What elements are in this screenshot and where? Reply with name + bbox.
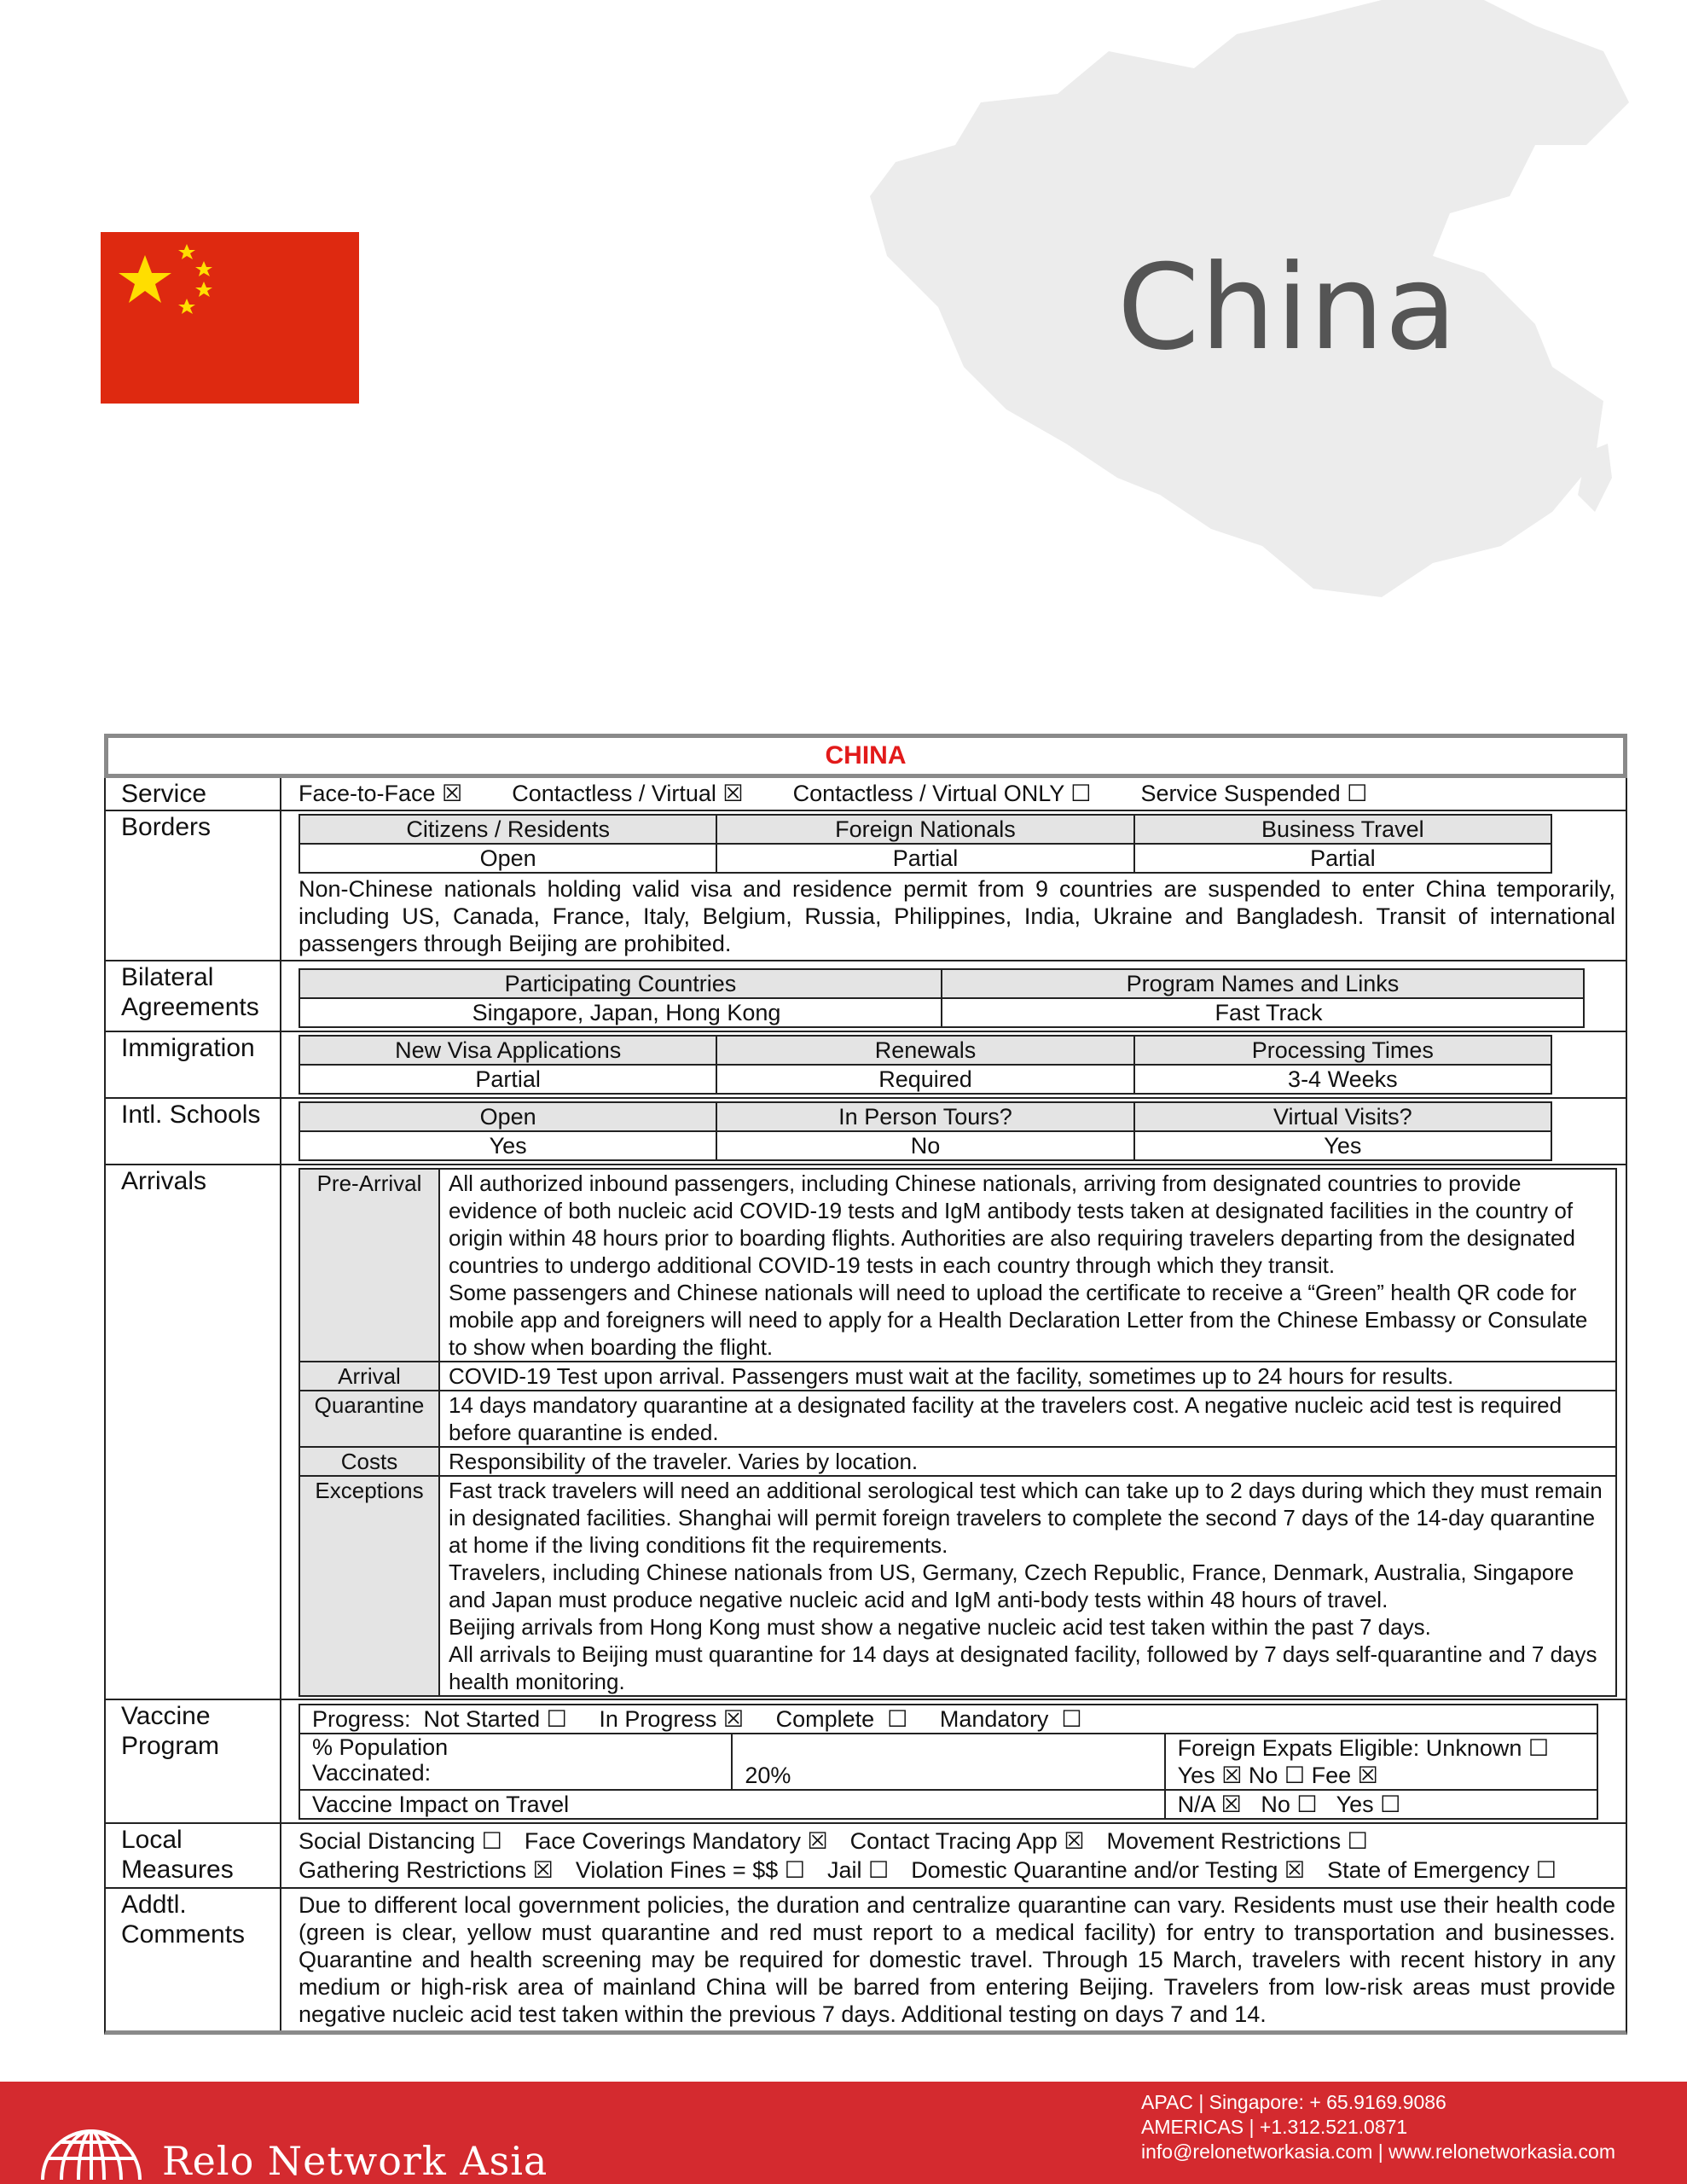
- borders-row: [104, 811, 1627, 961]
- contact-block: [1141, 2090, 1615, 2164]
- arrivals-subrow: [299, 1476, 1616, 1696]
- grid-header: Citizens / Residents: [299, 815, 716, 844]
- borders-grid: [299, 814, 1552, 874]
- service-item: Contactless / Virtual ☒: [512, 781, 744, 806]
- borders-label: Borders: [106, 811, 281, 960]
- arrivals-text: Fast track travelers will need an additional serological test which can take up to 2 days during which they must remain in designated facilities. Shanghai will permit foreign travelers to complete the second 7 days of the 14-day quarantine at home if the living conditions fit the requirements. Travelers, including Chinese nationals from US, Germany, Czech Republic, France, Denmark, Australia, Singapore and Japan must produce negative nucleic acid and IgM anti-body tests within 48 hours of travel. Beijing arrivals from Hong Kong must show a negative nucleic acid test taken within the past 7 days. All arrivals to Beijing must quarantine for 14 days at designated facility, followed by 7 days self-quarantine and 7 days health monitoring.: [439, 1476, 1616, 1696]
- grid-header: Business Travel: [1134, 815, 1551, 844]
- arrivals-grid: [299, 1168, 1617, 1697]
- arrivals-key: Pre-Arrival: [299, 1169, 439, 1362]
- arrivals-key: Quarantine: [299, 1391, 439, 1447]
- arrivals-subrow: [299, 1362, 1616, 1391]
- vaccine-label: Vaccine Program: [106, 1700, 281, 1822]
- vaccine-row: [104, 1700, 1627, 1824]
- measure-item: Jail ☐: [826, 1857, 890, 1884]
- grid-cell: No: [716, 1131, 1133, 1160]
- service-label: Service: [106, 778, 281, 810]
- measure-item: Gathering Restrictions ☒: [299, 1857, 554, 1884]
- country-heading: CHINA: [104, 734, 1627, 778]
- page-title: China: [1117, 239, 1458, 376]
- arrivals-text: Responsibility of the traveler. Varies by location.: [439, 1447, 1616, 1476]
- schools-grid: [299, 1101, 1552, 1161]
- arrivals-key: Costs: [299, 1447, 439, 1476]
- service-item: Face-to-Face ☒: [299, 781, 463, 806]
- bilateral-row: [104, 961, 1627, 1032]
- brand-name: Relo Network Asia: [162, 2138, 548, 2184]
- grid-header: Virtual Visits?: [1134, 1102, 1551, 1131]
- service-item: Service Suspended ☐: [1140, 781, 1368, 806]
- contact-web[interactable]: info@relonetworkasia.com | www.relonetworkasia.com: [1141, 2140, 1615, 2163]
- measure-item: State of Emergency ☐: [1327, 1857, 1557, 1884]
- grid-header: Foreign Nationals: [716, 815, 1133, 844]
- contact-apac: APAC | Singapore: + 65.9169.9086: [1141, 2091, 1446, 2113]
- immigration-label: Immigration: [106, 1032, 281, 1097]
- arrivals-subrow: [299, 1169, 1616, 1362]
- grid-cell: Partial: [716, 844, 1133, 873]
- population-value: 20%: [732, 1734, 1164, 1790]
- grid-cell: Yes: [1134, 1131, 1551, 1160]
- population-label: % Population Vaccinated:: [299, 1734, 732, 1790]
- arrivals-text: COVID-19 Test upon arrival. Passengers must wait at the facility, sometimes up to 24 hours for results.: [439, 1362, 1616, 1391]
- arrivals-subrow: [299, 1391, 1616, 1447]
- measure-item: Violation Fines = $$ ☐: [575, 1857, 805, 1884]
- grid-cell: Yes: [299, 1131, 716, 1160]
- measure-item: Face Coverings Mandatory ☒: [524, 1828, 828, 1855]
- grid-header: Renewals: [716, 1036, 1133, 1065]
- grid-cell: 3-4 Weeks: [1134, 1065, 1551, 1094]
- measure-item: Domestic Quarantine and/or Testing ☒: [911, 1857, 1306, 1884]
- grid-header: Participating Countries: [299, 969, 942, 998]
- measure-item: Movement Restrictions ☐: [1106, 1828, 1368, 1855]
- arrivals-text: 14 days mandatory quarantine at a designated facility at the travelers cost. A negative nucleic acid test is required before quarantine is ended.: [439, 1391, 1616, 1447]
- arrivals-key: Arrival: [299, 1362, 439, 1391]
- arrivals-text: All authorized inbound passengers, including Chinese nationals, arriving from designated countries to provide evidence of both nucleic acid COVID-19 tests and IgM antibody tests taken at designated facilities in the country of origin within 48 hours prior to boarding flights. Authorities are also requiring travelers departing from the designated countries to undergo additional COVID-19 tests in each country through which they transit. Some passengers and Chinese nationals will need to upload the certificate to receive a “Green” health QR code for mobile app and foreigners will need to apply for a Health Declaration Letter from the Chinese Embassy or Consulate to show when boarding the flight.: [439, 1169, 1616, 1362]
- comments-label: Addtl. Comments: [106, 1889, 281, 2030]
- service-row: [104, 778, 1627, 811]
- arrivals-subrow: [299, 1447, 1616, 1476]
- measure-item: Contact Tracing App ☒: [849, 1828, 1085, 1855]
- arrivals-label: Arrivals: [106, 1165, 281, 1699]
- vaccine-grid: [299, 1704, 1598, 1820]
- immigration-row: [104, 1032, 1627, 1099]
- grid-cell: Required: [716, 1065, 1133, 1094]
- schools-row: [104, 1099, 1627, 1165]
- grid-cell: Partial: [1134, 844, 1551, 873]
- borders-note: Non-Chinese nationals holding valid visa and residence permit from 9 countries are suspended to enter China temporarily, including US, Canada, France, Italy, Belgium, Russia, Philippines, India, Ukraine and Bangladesh. Transit of international passengers through Beijing are prohibited.: [299, 876, 1615, 957]
- grid-header: Program Names and Links: [942, 969, 1584, 998]
- bilateral-grid: [299, 968, 1585, 1028]
- globe-logo-icon: [36, 2094, 147, 2184]
- schools-label: Intl. Schools: [106, 1099, 281, 1164]
- service-item: Contactless / Virtual ONLY ☐: [792, 781, 1092, 806]
- expats-eligible: Foreign Expats Eligible: Unknown ☐ Yes ☒ No ☐ Fee ☒: [1165, 1734, 1597, 1790]
- grid-cell: Partial: [299, 1065, 716, 1094]
- local-measures-label: Local Measures: [106, 1824, 281, 1887]
- arrivals-key: Exceptions: [299, 1476, 439, 1696]
- grid-header: In Person Tours?: [716, 1102, 1133, 1131]
- china-flag-icon: [101, 232, 359, 404]
- grid-cell: Fast Track: [942, 998, 1584, 1027]
- contact-americas: AMERICAS | +1.312.521.0871: [1141, 2116, 1408, 2138]
- grid-cell: Open: [299, 844, 716, 873]
- immigration-grid: [299, 1035, 1552, 1095]
- measure-item: Social Distancing ☐: [299, 1828, 502, 1855]
- grid-cell: Singapore, Japan, Hong Kong: [299, 998, 942, 1027]
- comments-row: [104, 1889, 1627, 2035]
- comments-text: Due to different local government policies, the duration and centralize quarantine can vary. Residents must use their health code (green is clear, yellow must quarantine and red must report to a medical facility) for entry to transportation and businesses. Quarantine and health screening may be required for domestic travel. Through 15 March, travelers with recent history in any medium or high-risk area of mainland China will be barred from entering Beijing. Travelers from low-risk areas must provide negative nucleic acid test taken within the previous 7 days. Additional testing on days 7 and 14.: [299, 1892, 1615, 2028]
- local-measures-row: [104, 1824, 1627, 1889]
- grid-header: Open: [299, 1102, 716, 1131]
- grid-header: Processing Times: [1134, 1036, 1551, 1065]
- country-info-table: [104, 734, 1627, 2035]
- impact-label: Vaccine Impact on Travel: [299, 1790, 1165, 1819]
- arrivals-row: [104, 1165, 1627, 1700]
- impact-value: N/A ☒ No ☐ Yes ☐: [1165, 1790, 1597, 1819]
- grid-header: New Visa Applications: [299, 1036, 716, 1065]
- vaccine-progress: Progress: Not Started ☐ In Progress ☒ Complete ☐ Mandatory ☐: [299, 1705, 1597, 1734]
- bilateral-label: Bilateral Agreements: [106, 961, 281, 1031]
